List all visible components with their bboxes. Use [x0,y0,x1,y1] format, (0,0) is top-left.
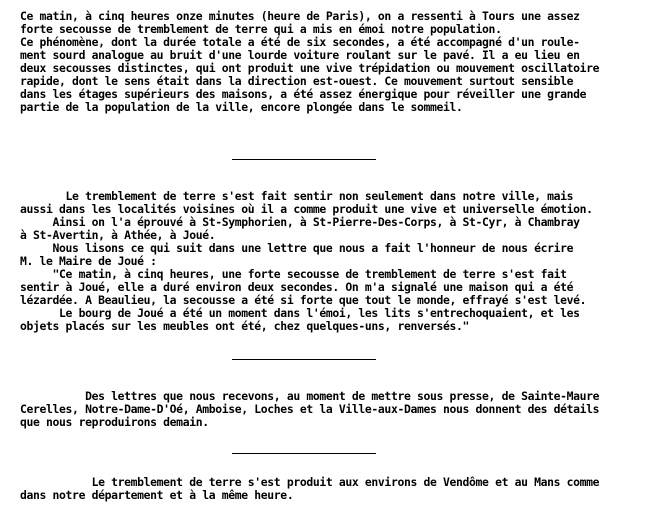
text-line: Cerelles, Notre-Dame-D'Oé, Amboise, Loches et la Ville-aux-Dames nous donnent des détails [20,402,600,416]
text-line: partie de la population de la ville, encore plongée dans le sommeil. [20,100,463,114]
separator-rule [232,453,376,454]
text-line: aussi dans les localités voisines où il a comme produit une vive et universelle émotion. [20,202,593,216]
text-line: Ce phénomène, dont la durée totale a été de six secondes, a été accompagné d'un roule- [20,35,580,49]
text-line: Des lettres que nous recevons, au moment de mettre sous presse, de Sainte-Maure [20,389,600,403]
quote-line: Le bourg de Joué a été un moment dans l'émoi, les lits s'entrechoquaient, et les [20,306,580,320]
text-line: rapide, dont le sens était dans la direction est-ouest. Ce mouvement surtout sensible [20,74,574,88]
quote-line: objets placés sur les meubles ont été, chez quelques-uns, renversés." [20,319,470,333]
quote-line: sentir à Joué, elle a duré environ deux secondes. On m'a signalé une maison qui a été [20,280,574,294]
separator-rule [232,159,376,160]
text-line: M. le Maire de Joué : [20,254,157,268]
text-line: ment sourd analogue au bruit d'une lourde voiture roulant sur le pavé. Il a eu lieu en [20,48,580,62]
text-line: dans notre département et à la même heure. [20,488,294,502]
quote-line: "Ce matin, à cinq heures, une forte secousse de tremblement de terre s'est fait [20,267,567,281]
text-line: deux secousses distinctes, qui ont produit une vive trépidation ou mouvement oscillatoire [20,61,600,75]
text-line: Ce matin, à cinq heures onze minutes (heure de Paris), on a ressenti à Tours une assez [20,9,580,23]
text-line: à St-Avertin, à Athée, à Joué. [20,228,216,242]
text-line: Ainsi on l'a éprouvé à St-Symphorien, à St-Pierre-Des-Corps, à St-Cyr, à Chambray [20,215,580,229]
separator-rule [232,359,376,360]
text-line: Le tremblement de terre s'est fait sentir non seulement dans notre ville, mais [20,189,574,203]
text-line: dans les étages supérieurs des maisons, a été assez énergique pour réveiller une grande [20,87,587,101]
text-line: Le tremblement de terre s'est produit aux environs de Vendôme et au Mans comme [20,475,600,489]
text-line: Nous lisons ce qui suit dans une lettre que nous a fait l'honneur de nous écrire [20,241,574,255]
text-line: forte secousse de tremblement de terre qui a mis en émoi notre population. [20,22,502,36]
text-line: que nous reproduirons demain. [20,415,209,429]
quote-line: lézardée. A Beaulieu, la secousse a été si forte que tout le monde, effrayé s'est levé. [20,293,587,307]
